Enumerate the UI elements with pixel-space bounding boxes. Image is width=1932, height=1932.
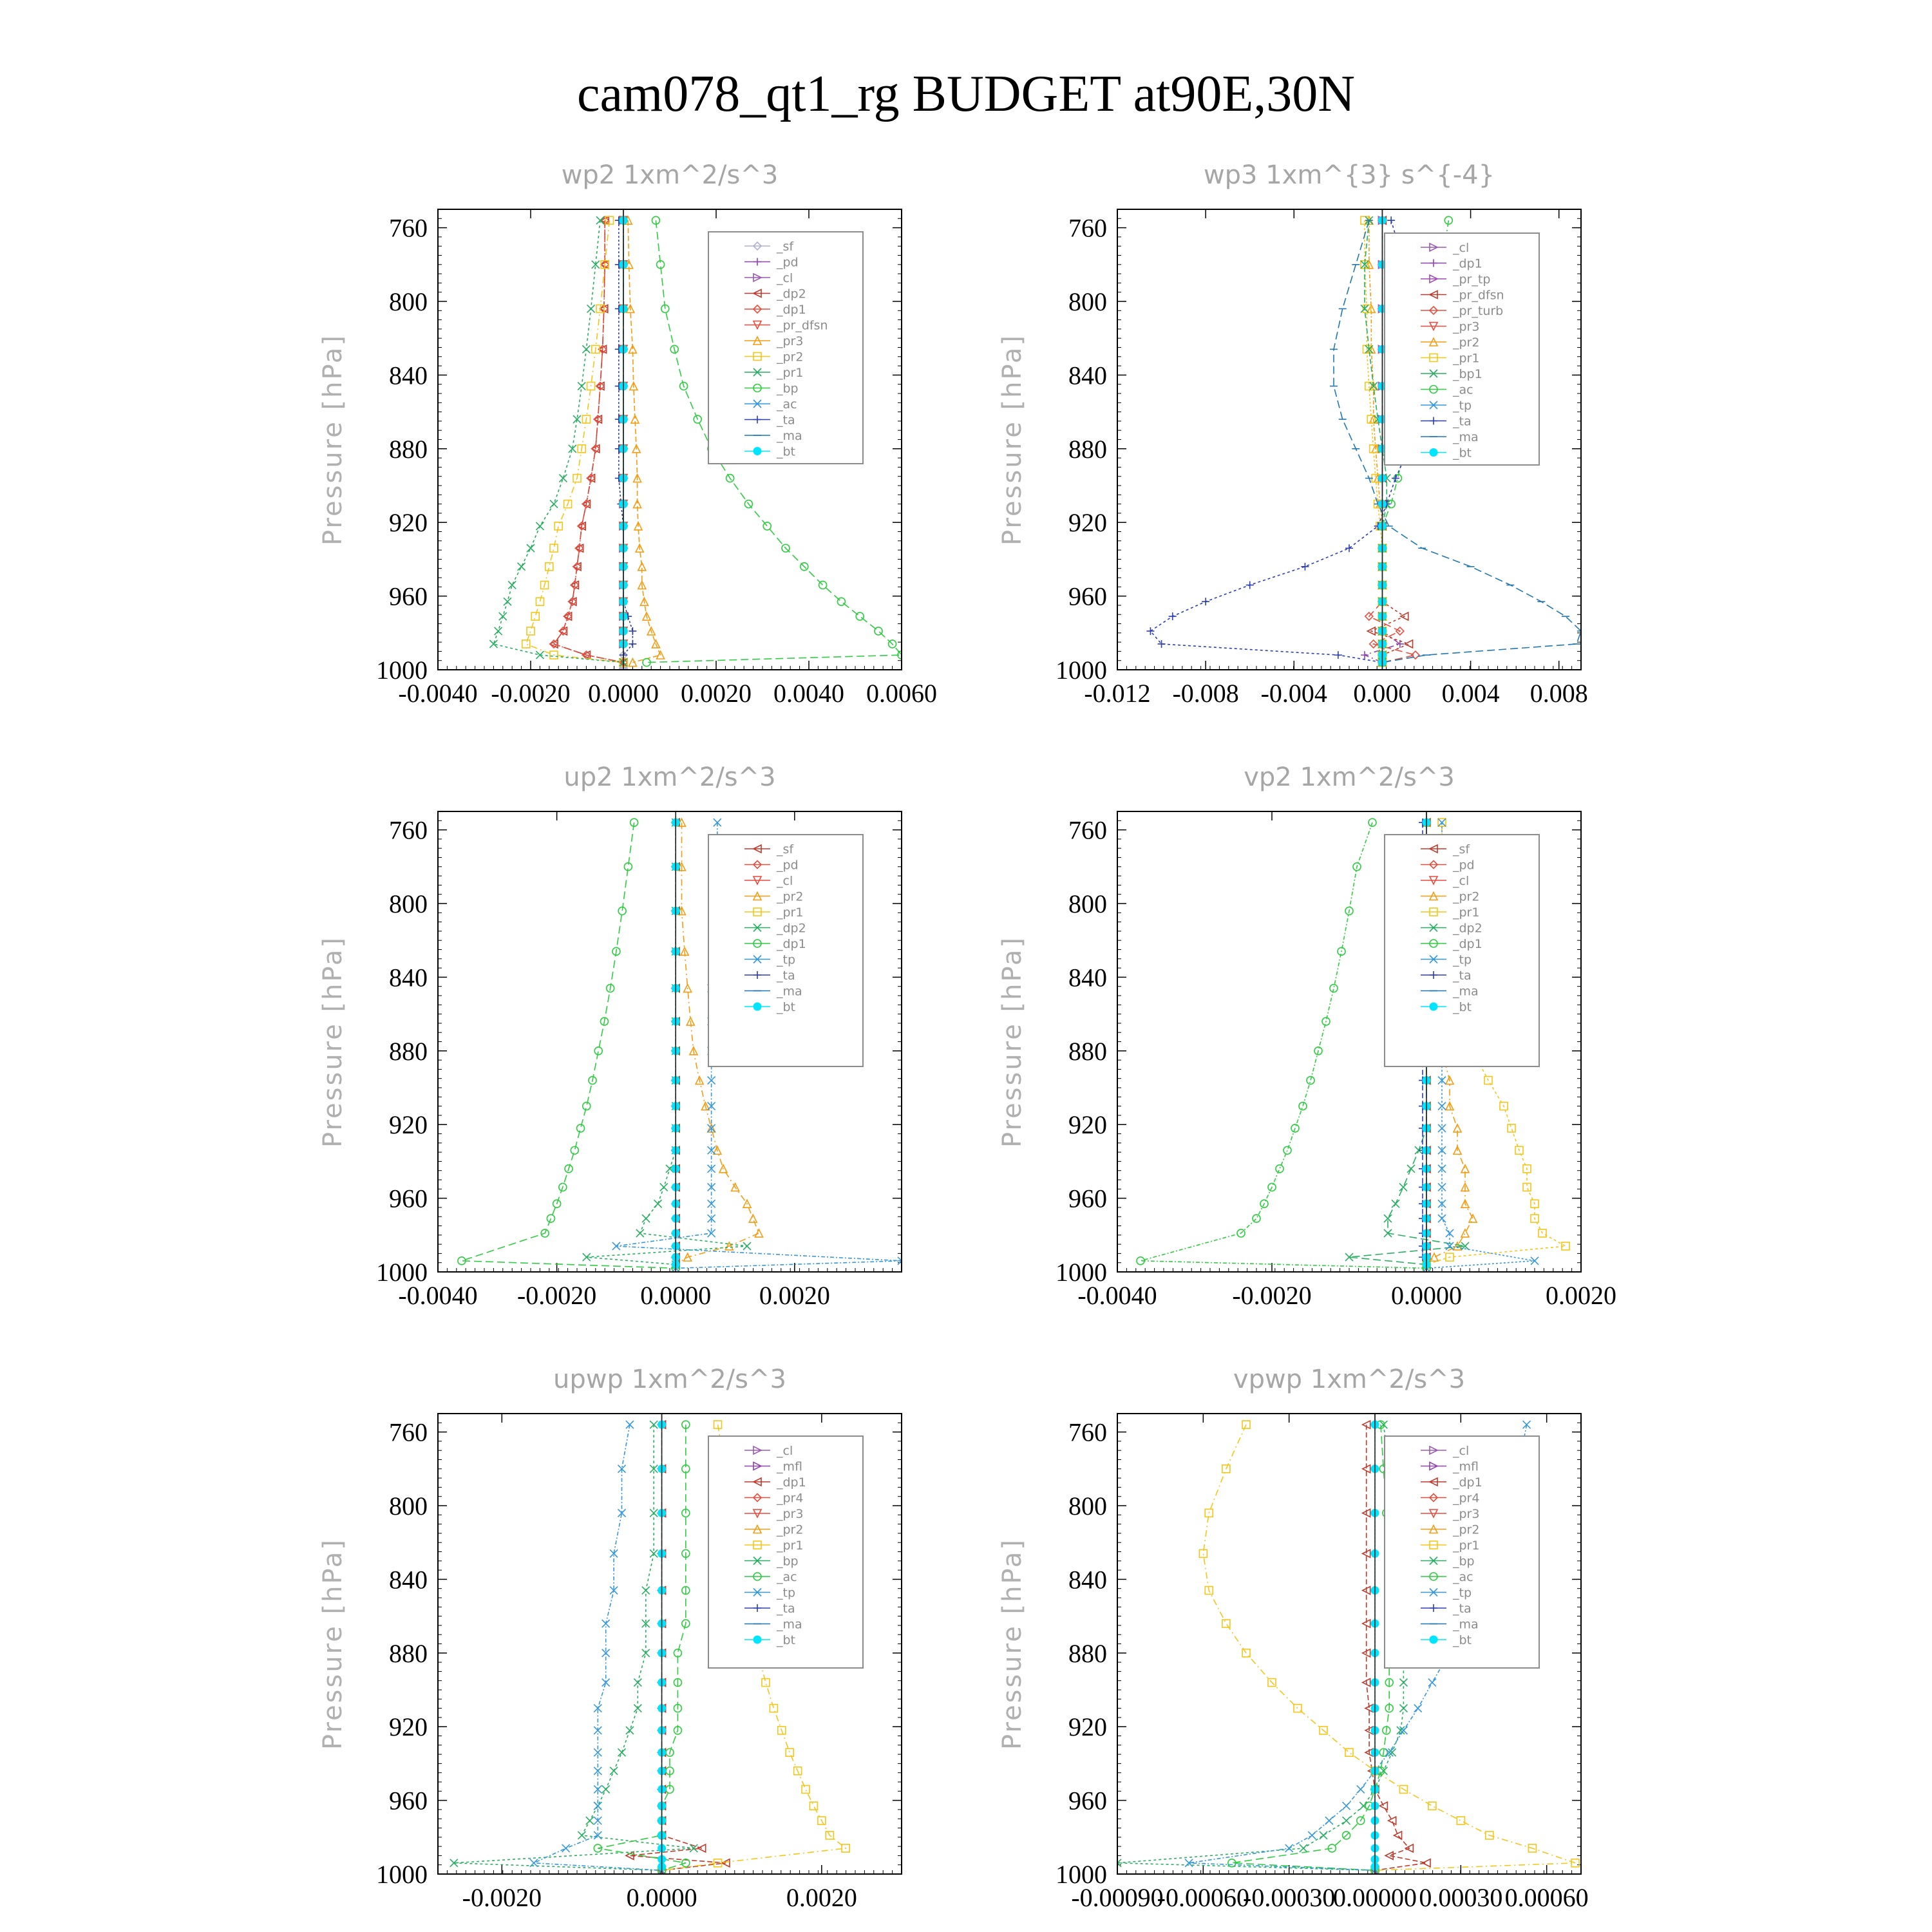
legend-label: _bp1 <box>1453 367 1482 381</box>
y-tick-label: 920 <box>389 1712 428 1742</box>
legend-label: _pr3 <box>777 334 804 348</box>
legend-label: _cl <box>1453 1444 1470 1458</box>
x-tick-label: -0.00060 <box>1157 1883 1249 1912</box>
legend-label: _ta <box>777 413 795 428</box>
y-tick-label: 920 <box>389 1110 428 1140</box>
y-tick-label: 760 <box>1068 1417 1107 1447</box>
x-tick-label: -0.00090 <box>1071 1883 1164 1912</box>
legend-label: _cl <box>777 874 793 888</box>
y-axis-label: Pressure [hPa] <box>998 936 1027 1148</box>
legend <box>1385 835 1539 1066</box>
y-tick-label: 960 <box>389 1786 428 1815</box>
legend-label: _dp1 <box>1453 256 1482 271</box>
legend-label: _bt <box>777 1633 796 1647</box>
legend-label: _mfl <box>777 1459 802 1474</box>
legend-label: _ma <box>1453 1617 1479 1632</box>
y-tick-label: 960 <box>1068 1786 1107 1815</box>
y-tick-label: 760 <box>1068 213 1107 243</box>
legend-label: _sf <box>777 240 794 254</box>
y-tick-label: 840 <box>1068 963 1107 992</box>
legend-label: _sf <box>777 842 794 857</box>
legend-label: _pr4 <box>1453 1491 1480 1506</box>
legend-label: _tp <box>1453 1586 1472 1600</box>
y-tick-label: 880 <box>389 434 428 464</box>
y-tick-label: 840 <box>1068 361 1107 390</box>
y-axis-label: Pressure [hPa] <box>318 936 348 1148</box>
legend-label: _dp2 <box>777 921 806 936</box>
legend-label: _cl <box>1453 874 1470 888</box>
legend-label: _pd <box>777 255 799 270</box>
legend-label: _dp2 <box>1453 921 1482 936</box>
y-axis-label: Pressure [hPa] <box>318 1538 348 1750</box>
x-tick-label: -0.008 <box>1172 679 1239 708</box>
x-tick-label: 0.004 <box>1441 679 1500 708</box>
legend-label: _ma <box>1453 430 1479 444</box>
y-tick-label: 880 <box>389 1036 428 1066</box>
y-tick-label: 1000 <box>376 1860 428 1889</box>
legend-marker <box>1430 449 1437 457</box>
y-tick-label: 800 <box>389 1492 428 1520</box>
panel-title: vp2 1xm^2/s^3 <box>1244 762 1455 792</box>
legend-label: _cl <box>1453 241 1470 255</box>
x-tick-label: 0.0060 <box>866 679 937 708</box>
x-tick-label: -0.004 <box>1260 679 1327 708</box>
x-tick-label: -0.0020 <box>462 1883 542 1912</box>
x-tick-label: -0.0040 <box>398 679 478 708</box>
y-tick-label: 760 <box>389 1417 428 1447</box>
x-tick-label: -0.012 <box>1084 679 1151 708</box>
legend-label: _ma <box>777 1617 802 1632</box>
legend-label: _dp1 <box>1453 1475 1482 1490</box>
x-tick-label: -0.0020 <box>1232 1281 1312 1310</box>
legend <box>1385 233 1539 465</box>
y-axis-label: Pressure [hPa] <box>318 334 348 545</box>
legend <box>708 835 863 1066</box>
legend-label: _pr2 <box>1453 889 1480 904</box>
y-tick-label: 800 <box>1068 1492 1107 1520</box>
y-tick-label: 760 <box>389 213 428 243</box>
legend-label: _pr1 <box>1453 1539 1480 1553</box>
legend-label: _pd <box>1453 858 1475 873</box>
x-tick-label: 0.00060 <box>1504 1883 1589 1912</box>
y-tick-label: 880 <box>389 1638 428 1668</box>
y-tick-label: 960 <box>1068 1184 1107 1213</box>
y-tick-label: 800 <box>1068 889 1107 918</box>
legend-label: _tp <box>1453 952 1472 967</box>
y-tick-label: 960 <box>389 582 428 611</box>
legend-label: _pr4 <box>777 1491 804 1506</box>
legend-label: _bt <box>1453 1633 1472 1647</box>
y-tick-label: 960 <box>389 1184 428 1213</box>
y-tick-label: 920 <box>389 508 428 538</box>
legend-label: _bt <box>1453 446 1472 460</box>
y-tick-label: 840 <box>389 361 428 390</box>
legend-label: _bt <box>777 1000 796 1014</box>
y-tick-label: 840 <box>1068 1565 1107 1595</box>
y-tick-label: 960 <box>1068 582 1107 611</box>
y-tick-label: 840 <box>389 1565 428 1595</box>
legend-label: _ta <box>1453 1602 1472 1616</box>
legend-label: _pr3 <box>1453 319 1480 334</box>
x-tick-label: 0.0020 <box>681 679 752 708</box>
y-tick-label: 880 <box>1068 1036 1107 1066</box>
legend-label: _pr3 <box>777 1507 804 1521</box>
legend-label: _pr2 <box>1453 336 1480 350</box>
legend-label: _pr1 <box>777 366 804 380</box>
legend <box>708 232 863 464</box>
y-axis-label: Pressure [hPa] <box>998 334 1027 545</box>
legend-label: _pr2 <box>777 889 804 904</box>
y-tick-label: 880 <box>1068 1638 1107 1668</box>
x-tick-label: 0.00000 <box>1333 1883 1417 1912</box>
legend-label: _ma <box>777 984 802 999</box>
x-tick-label: 0.0000 <box>1391 1281 1462 1310</box>
y-tick-label: 880 <box>1068 434 1107 464</box>
y-tick-label: 760 <box>389 815 428 845</box>
x-tick-label: 0.008 <box>1530 679 1588 708</box>
x-tick-label: -0.0020 <box>491 679 571 708</box>
y-tick-label: 920 <box>1068 508 1107 538</box>
legend-label: _bp <box>1453 1554 1475 1569</box>
legend-label: _pr2 <box>777 350 804 365</box>
legend-label: _pr_dfsn <box>1453 288 1504 303</box>
y-tick-label: 800 <box>1068 287 1107 316</box>
y-tick-label: 800 <box>389 287 428 316</box>
y-tick-label: 1000 <box>1056 1258 1107 1287</box>
x-tick-label: 0.0020 <box>759 1281 830 1310</box>
legend <box>708 1436 863 1668</box>
legend-label: _tp <box>777 1586 796 1600</box>
x-tick-label: -0.0040 <box>398 1281 478 1310</box>
legend <box>1385 1436 1539 1668</box>
legend-label: _pr2 <box>1453 1522 1480 1537</box>
panel-title: up2 1xm^2/s^3 <box>564 762 776 792</box>
y-tick-label: 840 <box>389 963 428 992</box>
legend-label: _pr_dfsn <box>777 318 828 333</box>
figure-title: cam078_qt1_rg BUDGET at90E,30N <box>576 66 1356 122</box>
x-tick-label: 0.0000 <box>640 1281 712 1310</box>
legend-label: _bt <box>1453 1000 1472 1014</box>
legend-label: _dp1 <box>777 937 806 951</box>
x-tick-label: 0.00030 <box>1419 1883 1503 1912</box>
legend-label: _ac <box>777 1570 797 1584</box>
legend-label: _pr1 <box>1453 351 1480 366</box>
legend-label: _bt <box>777 444 796 459</box>
panel-title: wp3 1xm^{3} s^{-4} <box>1203 160 1495 190</box>
y-tick-label: 1000 <box>1056 1860 1107 1889</box>
y-axis-label: Pressure [hPa] <box>998 1538 1027 1750</box>
legend-label: _pr1 <box>1453 905 1480 920</box>
legend-marker <box>1430 1003 1437 1010</box>
panel-title: wp2 1xm^2/s^3 <box>561 160 779 190</box>
y-tick-label: 1000 <box>1056 656 1107 685</box>
legend-label: _pr2 <box>777 1522 804 1537</box>
y-tick-label: 920 <box>1068 1110 1107 1140</box>
legend-label: _cl <box>777 1444 793 1458</box>
legend-label: _pr1 <box>777 905 804 920</box>
y-tick-label: 1000 <box>376 656 428 685</box>
legend-label: _dp1 <box>777 303 806 317</box>
y-tick-label: 1000 <box>376 1258 428 1287</box>
legend-label: _pr_tp <box>1453 272 1491 287</box>
legend-marker <box>753 1003 761 1010</box>
legend-label: _cl <box>777 271 793 285</box>
legend-label: _mfl <box>1453 1459 1479 1474</box>
legend-label: _ma <box>1453 984 1479 999</box>
x-tick-label: 0.0040 <box>773 679 844 708</box>
y-tick-label: 760 <box>1068 815 1107 845</box>
y-tick-label: 800 <box>389 889 428 918</box>
legend-label: _ta <box>1453 969 1472 983</box>
legend-marker <box>753 1636 761 1643</box>
legend-label: _ac <box>1453 1570 1473 1584</box>
legend-label: _ta <box>1453 414 1472 429</box>
legend-label: _pr1 <box>777 1539 804 1553</box>
legend-label: _tp <box>1453 399 1472 413</box>
legend-label: _pd <box>777 858 799 873</box>
x-tick-label: 0.000 <box>1353 679 1412 708</box>
legend-marker <box>1430 1636 1437 1643</box>
legend-label: _sf <box>1453 842 1470 857</box>
x-tick-label: 0.0020 <box>786 1883 857 1912</box>
legend-label: _dp2 <box>777 287 806 301</box>
x-tick-label: 0.0020 <box>1546 1281 1616 1310</box>
legend-marker <box>753 448 761 455</box>
legend-label: _dp1 <box>1453 937 1482 951</box>
legend-label: _pr_turb <box>1453 304 1504 318</box>
legend-label: _tp <box>777 952 796 967</box>
legend-label: _bp <box>777 381 799 396</box>
panel-title: upwp 1xm^2/s^3 <box>553 1365 786 1394</box>
legend-label: _ac <box>1453 383 1473 397</box>
legend-label: _ta <box>777 1602 795 1616</box>
x-tick-label: -0.0040 <box>1077 1281 1157 1310</box>
legend-label: _ma <box>777 429 802 443</box>
x-tick-label: 0.0000 <box>588 679 659 708</box>
legend-label: _bp <box>777 1554 799 1569</box>
legend-label: _pr3 <box>1453 1507 1480 1521</box>
legend-label: _dp1 <box>777 1475 806 1490</box>
panel-title: vpwp 1xm^2/s^3 <box>1233 1365 1466 1394</box>
y-tick-label: 920 <box>1068 1712 1107 1742</box>
legend-label: _ac <box>777 397 797 412</box>
x-tick-label: 0.0000 <box>626 1883 697 1912</box>
x-tick-label: -0.00030 <box>1243 1883 1336 1912</box>
x-tick-label: -0.0020 <box>516 1281 597 1310</box>
legend-label: _ta <box>777 969 795 983</box>
